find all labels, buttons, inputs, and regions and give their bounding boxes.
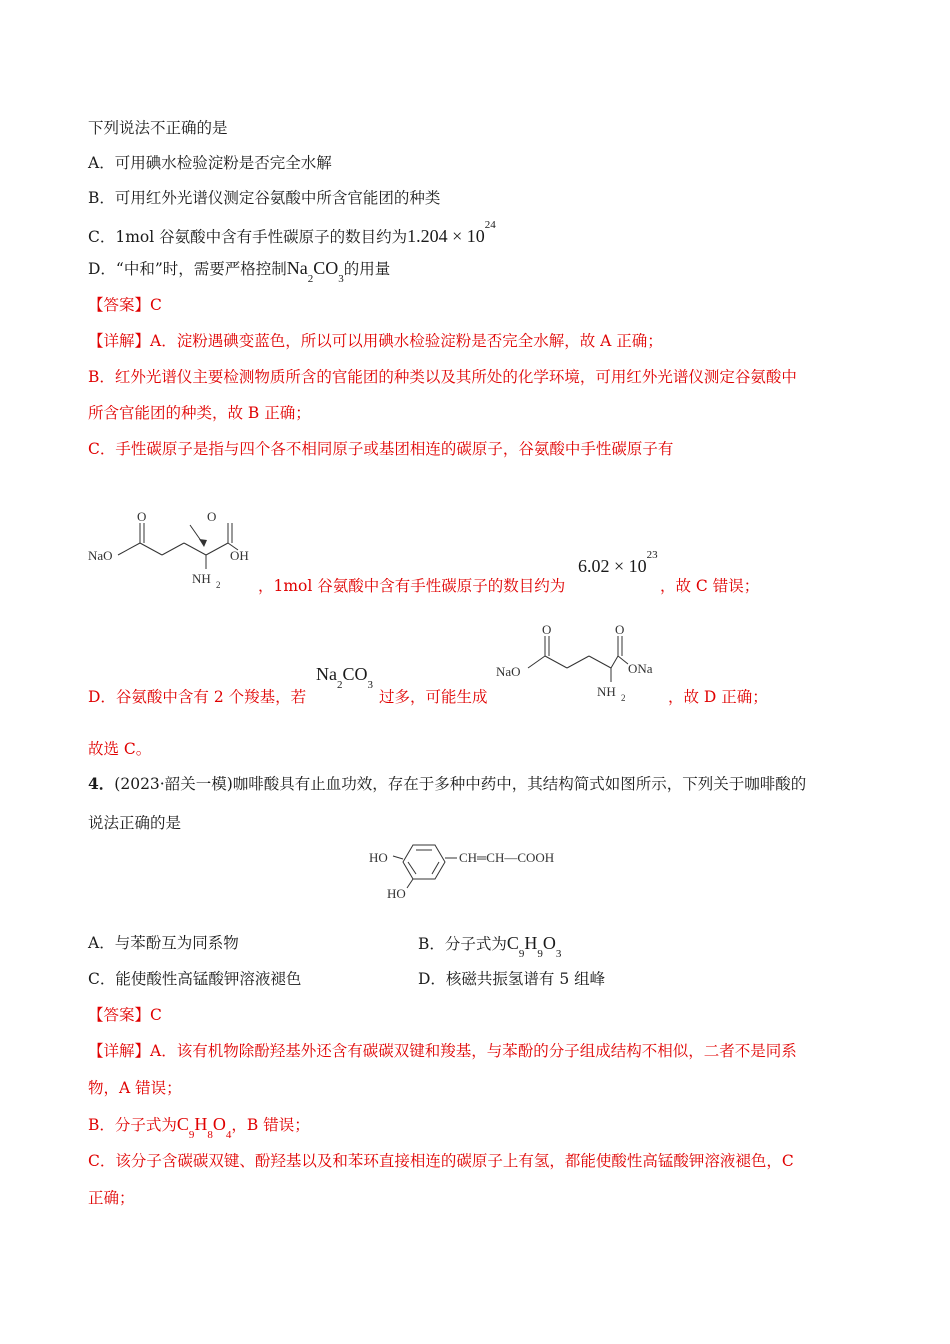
struct2-nh: NH (597, 684, 616, 699)
struct2-o2: O (615, 622, 625, 637)
q3-explanation-d3: ，故 D 正确； (668, 688, 768, 706)
glutamate-disodium-structure (490, 618, 675, 708)
q3-explanation-c2: ，1mol 谷氨酸中含有手性碳原子的数目约为 (258, 577, 566, 595)
struct2-ona: ONa (628, 661, 653, 676)
q3-explanation-d1: D．谷氨酸中含有 2 个羧基，若 (88, 688, 307, 706)
q4-number: 4． (88, 774, 115, 793)
struct1-nh-sub: 2 (216, 580, 221, 590)
q4-explanation-c2: 正确； (88, 1189, 135, 1207)
q3-explanation-b1: B．红外光谱仪主要检测物质所含的官能团的种类以及其所处的化学环境，可用红外光谱仪测定谷氨酸中 (88, 368, 797, 386)
caffeic-acid-structure (365, 838, 590, 910)
q3-option-c-formula: 1.204 × 10 (407, 226, 485, 247)
q4-explanation-c1: C．该分子含碳碳双键、酚羟基以及和苯环直接相连的碳原子上有氢，都能使酸性高锰酸钾溶液褪色，C (88, 1152, 794, 1170)
q4-option-d: D．核磁共振氢谱有 5 组峰 (418, 970, 606, 988)
caffeic-ho-2: HO (387, 886, 406, 901)
q3-stem: 下列说法不正确的是 (88, 119, 228, 137)
q4-stem-1: 4．(2023·韶关一模)咖啡酸具有止血功效，存在于多种中药中，其结构简式如图所示，下列关于咖啡酸的 (88, 774, 807, 793)
q3-explanation-b2: 所含官能团的种类，故 B 正确； (88, 404, 311, 422)
q3-explanation-a: 【详解】A．淀粉遇碘变蓝色，所以可以用碘水检验淀粉是否完全水解，故 A 正确； (88, 332, 663, 350)
struct1-o2: O (207, 509, 217, 524)
q4-option-c: C．能使酸性高锰酸钾溶液褪色 (88, 970, 302, 988)
q4-stem-2: 说法正确的是 (88, 814, 182, 832)
struct1-oh: OH (230, 548, 249, 563)
q3-explanation-c: C．手性碳原子是指与四个各不相同原子或基团相连的碳原子，谷氨酸中手性碳原子有 (88, 440, 674, 458)
q4-option-b: B．分子式为$C_9H_9O_3$ (418, 933, 562, 961)
q4-explanation-b: B．分子式为$C_9H_8O_4$，B 错误； (88, 1114, 310, 1142)
q3-answer: 【答案】C (88, 296, 162, 314)
struct2-o1: O (542, 622, 552, 637)
q4-explanation-a1: 【详解】A．该有机物除酚羟基外还含有碳碳双键和羧基，与苯酚的分子组成结构不相似，二者不是同系 (88, 1042, 797, 1060)
q4-answer: 【答案】C (88, 1006, 162, 1024)
q3-conclusion: 故选 C。 (88, 740, 152, 758)
struct1-nh: NH (192, 571, 211, 586)
struct1-o1: O (137, 509, 147, 524)
q3-option-c: C．1mol 谷氨酸中含有手性碳原子的数目约为$1.204 \times 10^{24}$ (88, 219, 496, 247)
caffeic-chain: CH═CH—COOH (459, 850, 555, 865)
q3-explanation-d-formula: $Na_2CO_3$ (316, 664, 374, 692)
caffeic-ho-1: HO (369, 850, 388, 865)
q3-option-d: D．“中和”时，需要严格控制$Na_2CO_3$的用量 (88, 258, 391, 286)
q4-explanation-a2: 物，A 错误； (88, 1079, 182, 1097)
glutamate-monosodium-structure (80, 505, 265, 595)
q3-explanation-c3: ，故 C 错误； (660, 577, 760, 595)
q3-explanation-d2: 过多，可能生成 (379, 688, 488, 706)
q3-option-b: B．可用红外光谱仪测定谷氨酸中所含官能团的种类 (88, 189, 441, 207)
q3-explanation-c-formula: $6.02 \times 10^{23}$ (578, 549, 658, 577)
struct2-nh-sub: 2 (621, 693, 626, 703)
q4-option-a: A．与苯酚互为同系物 (88, 934, 239, 952)
q3-option-a: A．可用碘水检验淀粉是否完全水解 (88, 154, 332, 172)
struct1-nao: NaO (88, 548, 113, 563)
struct2-nao: NaO (496, 664, 521, 679)
